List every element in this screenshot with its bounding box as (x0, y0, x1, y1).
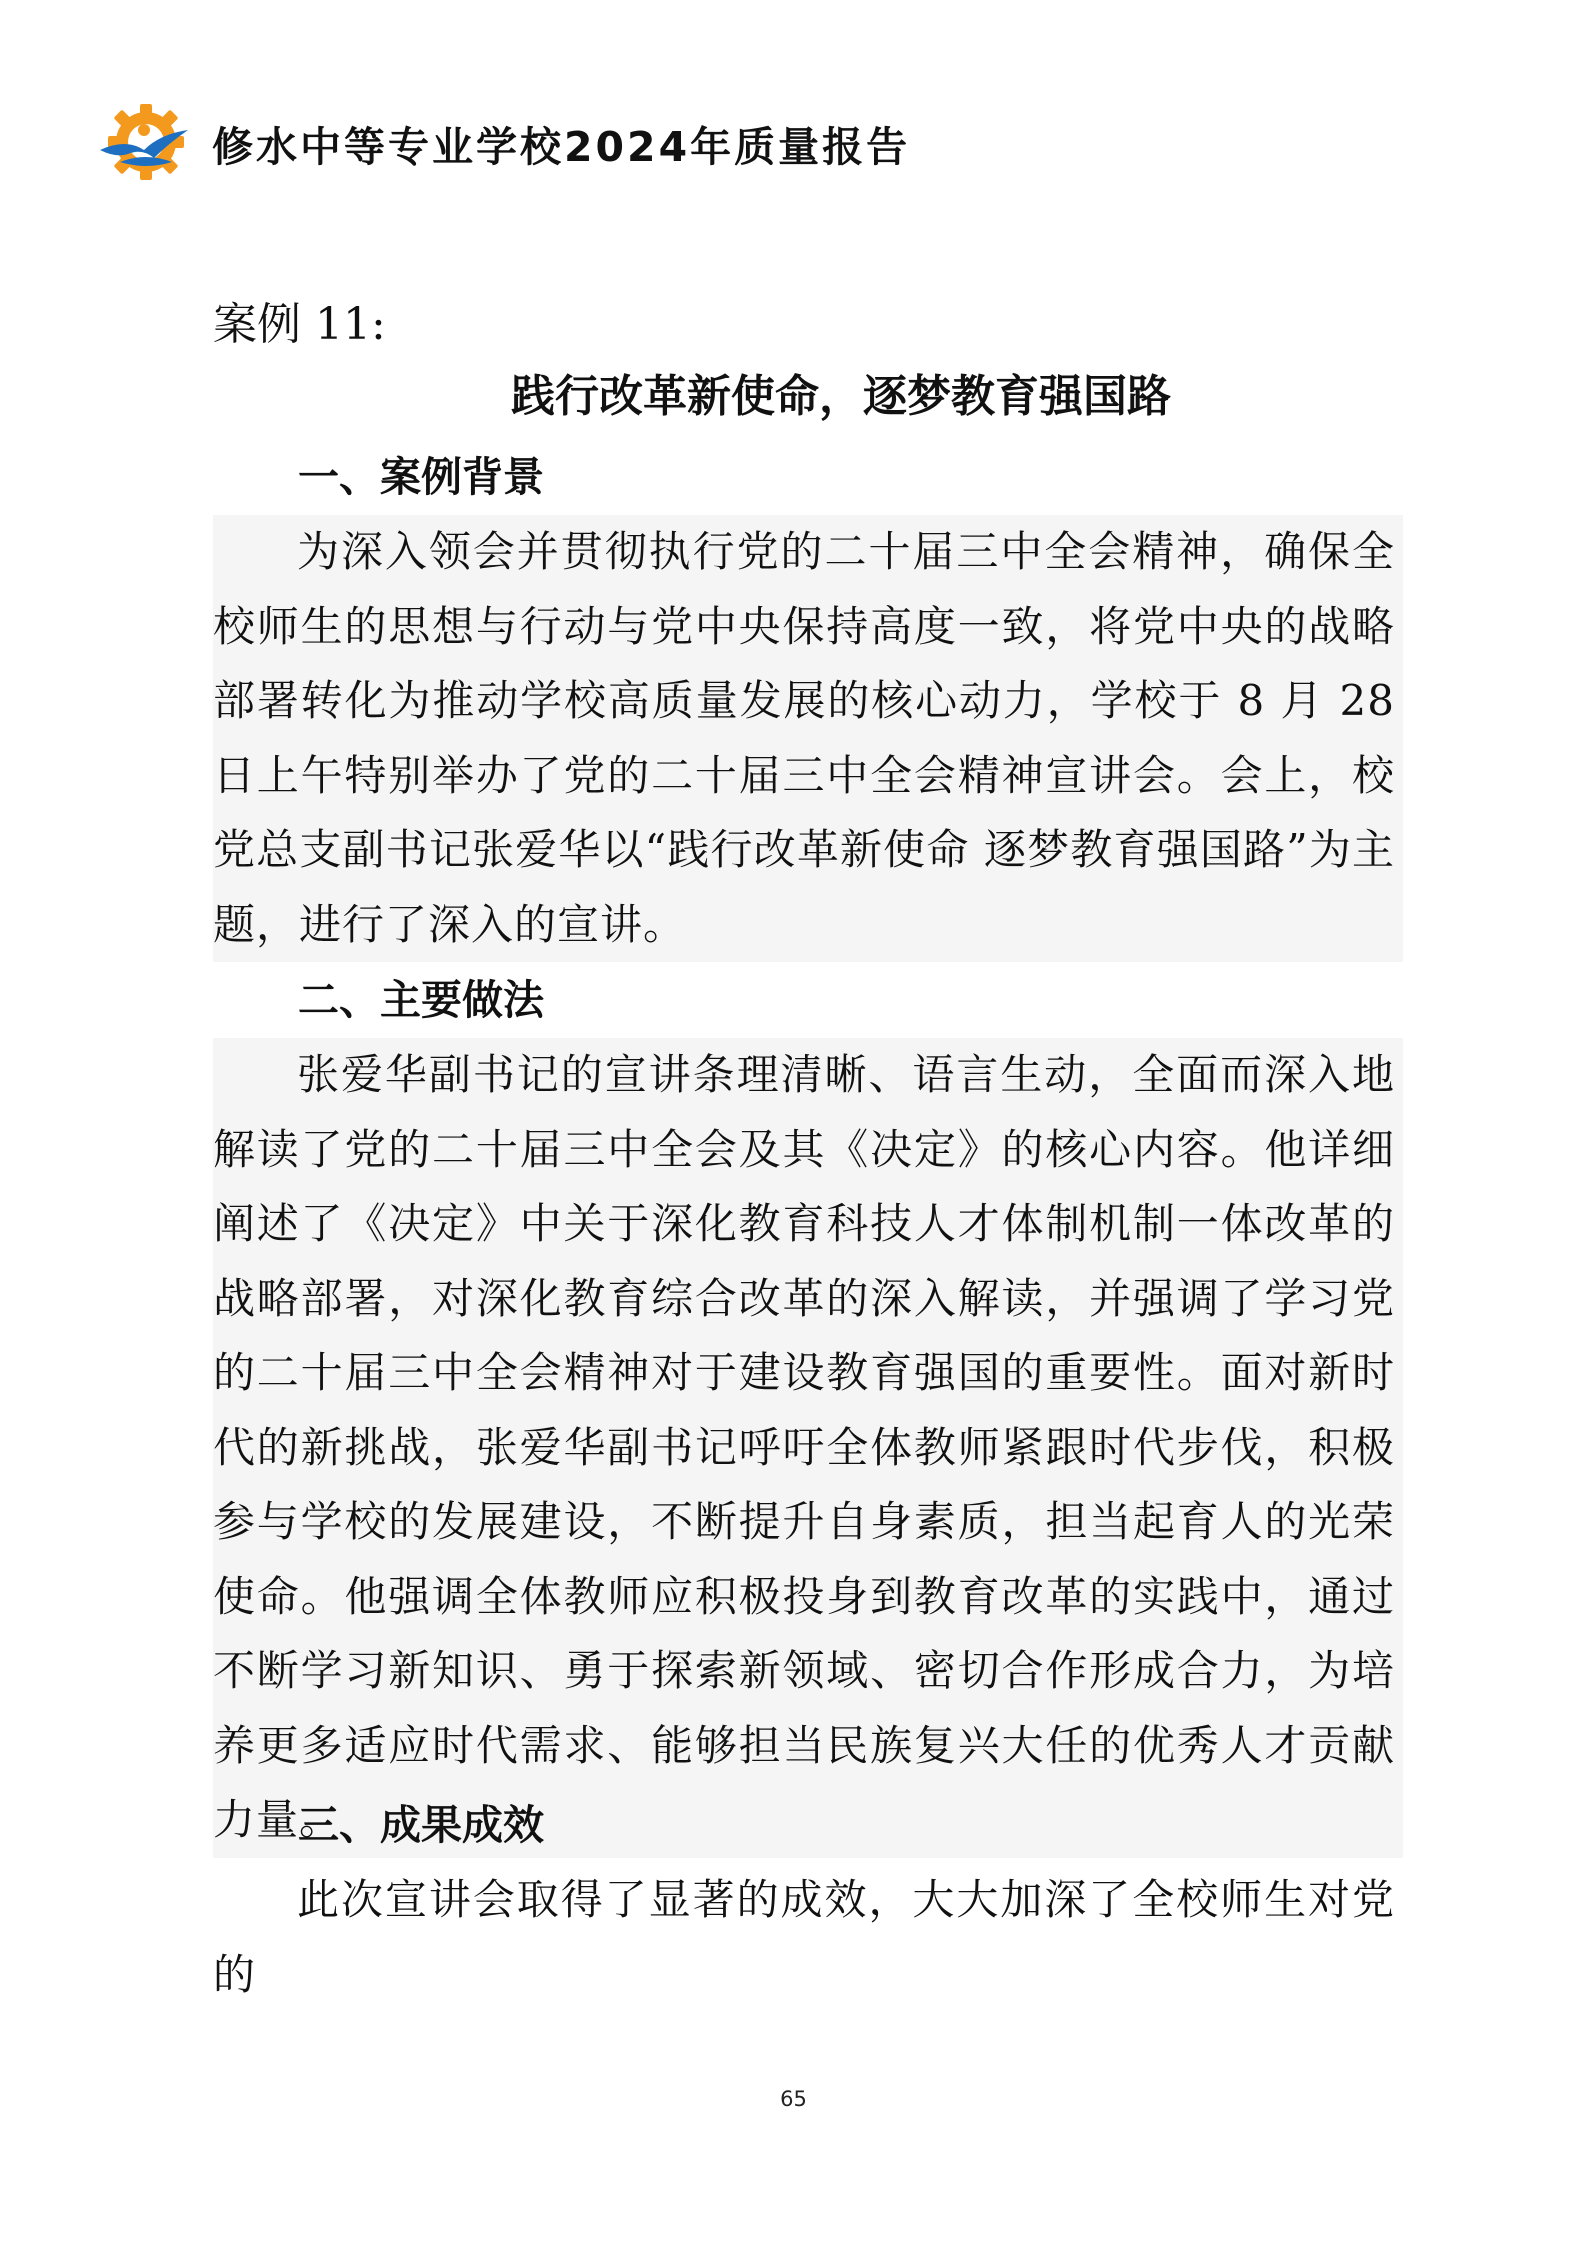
section-heading-methods: 二、主要做法 (298, 976, 544, 1024)
section-heading-results: 三、成果成效 (298, 1801, 544, 1849)
case-title: 践行改革新使命，逐梦教育强国路 (511, 371, 1171, 422)
section-paragraph-background: 为深入领会并贯彻执行党的二十届三中全会精神，确保全校师生的思想与行动与党中央保持高度一致，将党中央的战略部署转化为推动学校高质量发展的核心动力，学校于 8 月 28 日上午特别举办了党的二十届三中全会精神宣讲会。会上，校党总支副书记张爱华以“践行改革新使命 逐梦教育强国路”为主题，进行了深入的宣讲。 (213, 515, 1403, 962)
report-title: 修水中等专业学校2024年质量报告 (212, 122, 911, 171)
section-paragraph-results: 此次宣讲会取得了显著的成效，大大加深了全校师生对党的 (213, 1875, 1395, 1999)
page-header (98, 100, 910, 186)
section-paragraph-methods: 张爱华副书记的宣讲条理清晰、语言生动，全面而深入地解读了党的二十届三中全会及其《决定》的核心内容。他详细阐述了《决定》中关于深化教育科技人才体制机制一体改革的战略部署，对深化教育综合改革的深入解读，并强调了学习党的二十届三中全会精神对于建设教育强国的重要性。面对新时代的新挑战，张爱华副书记呼吁全体教师紧跟时代步伐，积极参与学校的发展建设，不断提升自身素质，担当起育人的光荣使命。他强调全体教师应积极投身到教育改革的实践中，通过不断学习新知识、勇于探索新领域、密切合作形成合力，为培养更多适应时代需求、能够担当民族复兴大任的优秀人才贡献力量。 (213, 1038, 1403, 1858)
page-number: 65 (780, 2087, 807, 2111)
gear-swallow-logo-icon (98, 100, 190, 186)
case-label: 案例 11: (213, 299, 386, 350)
section-heading-background: 一、案例背景 (298, 453, 544, 501)
